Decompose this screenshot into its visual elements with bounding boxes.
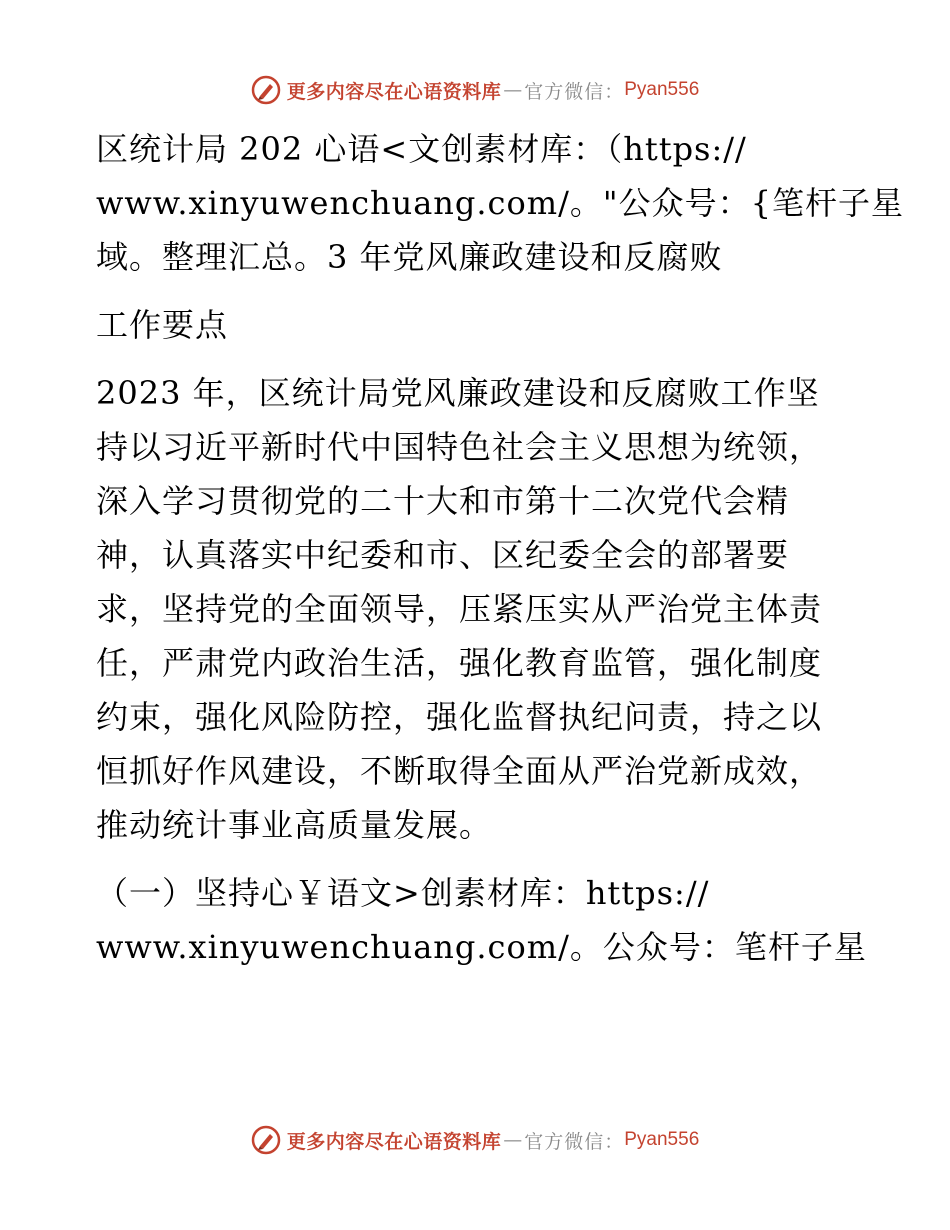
text-line: 恒抓好作风建设，不断取得全面从严治党新成效， xyxy=(96,752,823,790)
watermark-dash: — xyxy=(503,79,523,101)
watermark-brand: 更多内容尽在心语资料库 xyxy=(286,80,502,103)
watermark-wechat-id: Pyan556 xyxy=(624,1129,700,1150)
text-line: 约束，强化风险防控，强化监督执纪问责，持之以 xyxy=(96,698,823,736)
text-line: 任，严肃党内政治生活，强化教育监管，强化制度 xyxy=(96,644,823,682)
text-line: 区统计局 202 心语<文创素材库：（https:// xyxy=(96,130,747,168)
watermark-dash: — xyxy=(503,1129,523,1151)
watermark-wechat-label: 官方微信： xyxy=(524,1130,625,1153)
text-line: www.xinyuwenchuang.com/。"公众号：{笔杆子星 xyxy=(96,184,904,222)
paragraph-section-one xyxy=(96,866,867,974)
text-line: 工作要点 xyxy=(96,306,229,344)
footer-watermark xyxy=(0,1120,950,1160)
watermark-wechat-id: Pyan556 xyxy=(624,79,700,100)
header-watermark xyxy=(0,70,950,110)
text-line: （一）坚持心￥语文>创素材库：https:// xyxy=(96,874,710,912)
text-line: 求，坚持党的全面领导，压紧压实从严治党主体责 xyxy=(96,590,823,628)
document-body xyxy=(96,122,904,974)
text-line: 推动统计事业高质量发展。 xyxy=(96,806,493,844)
paragraph-title xyxy=(96,122,904,284)
text-line: www.xinyuwenchuang.com/。公众号：笔杆子星 xyxy=(96,928,867,966)
text-line: 神，认真落实中纪委和市、区纪委全会的部署要 xyxy=(96,536,790,574)
text-line: 2023 年，区统计局党风廉政建设和反腐败工作坚 xyxy=(96,374,820,412)
paragraph-heading xyxy=(96,298,856,352)
watermark-wechat-label: 官方微信： xyxy=(524,80,625,103)
pen-logo-icon xyxy=(251,75,281,105)
text-line: 域。整理汇总。3 年党风廉政建设和反腐败 xyxy=(96,238,723,276)
text-line: 持以习近平新时代中国特色社会主义思想为统领， xyxy=(96,428,823,466)
pen-logo-icon xyxy=(251,1125,281,1155)
text-line: 深入学习贯彻党的二十大和市第十二次党代会精 xyxy=(96,482,790,520)
watermark-brand: 更多内容尽在心语资料库 xyxy=(286,1130,502,1153)
paragraph-body xyxy=(96,366,856,852)
